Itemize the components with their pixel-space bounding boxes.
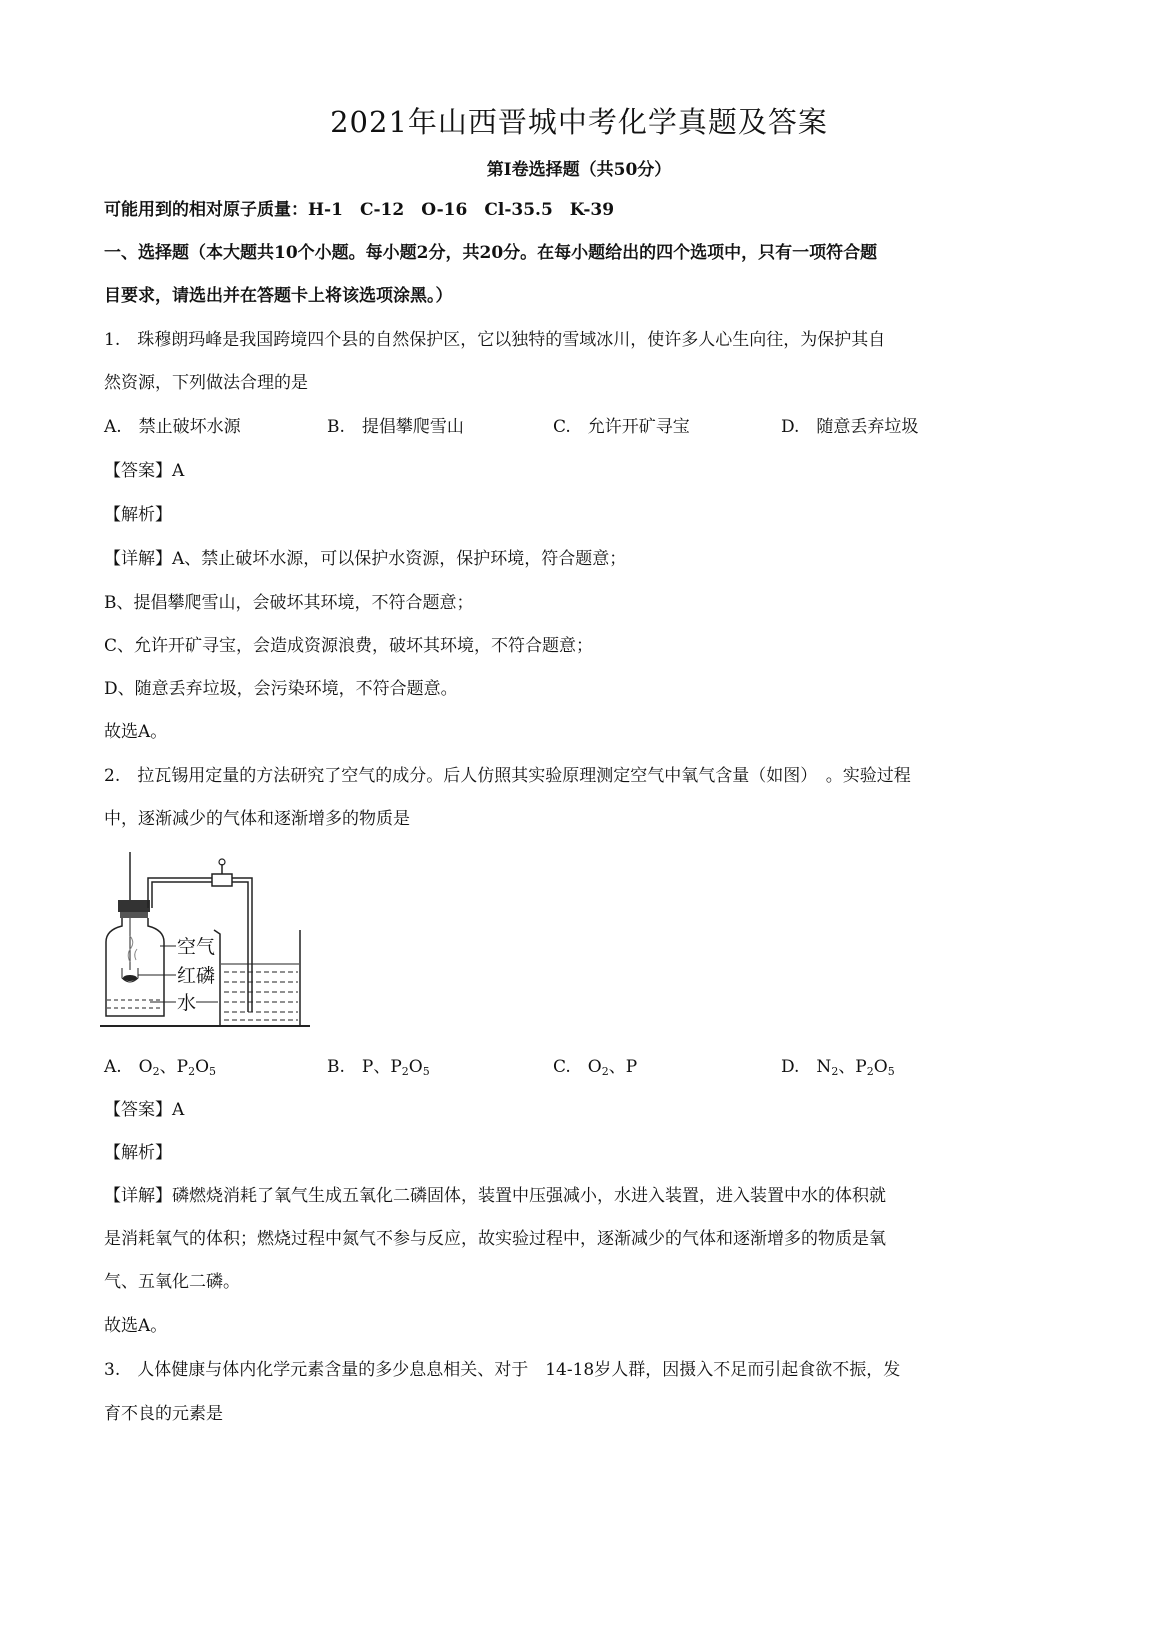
q2-answer: 【答案】A: [104, 1100, 185, 1120]
q3-stem-line1: 3. 人体健康与体内化学元素含量的多少息息相关、对于 14-18岁人群，因摄入不足而引起食欲不振，发: [104, 1360, 901, 1380]
q1-option-b: B. 提倡攀爬雪山: [327, 417, 464, 437]
q1-detail-line4: D、随意丢弃垃圾，会污染环境，不符合题意。: [104, 679, 458, 699]
label-air: 空气: [177, 936, 216, 958]
q2-stem-line1: 2. 拉瓦锡用定量的方法研究了空气的成分。后人仿照其实验原理测定空气中氧气含量（如图） 。实验过程: [104, 766, 911, 786]
q2-option-b: B. P、$P_2O_5$: [327, 1057, 430, 1078]
q2-detail-line2: 是消耗氧气的体积；燃烧过程中氮气不参与反应，故实验过程中，逐渐减少的气体和逐渐增多的物质是氧: [104, 1229, 886, 1249]
q2-detail-line1: 【详解】磷燃烧消耗了氧气生成五氧化二磷固体，装置中压强减小，水进入装置，进入装置中水的体积就: [104, 1186, 886, 1206]
atomic-masses: 可能用到的相对原子质量：H-1 C-12 O-16 Cl-35.5 K-39: [104, 200, 615, 220]
section-heading-line2: 目要求，请选出并在答题卡上将该选项涂黑。）: [104, 286, 453, 306]
q2-analysis: 【解析】: [104, 1143, 172, 1163]
q1-option-d: D. 随意丢弃垃圾: [781, 417, 919, 437]
q1-detail-line1: 【详解】A、禁止破坏水源，可以保护水资源，保护环境，符合题意；: [104, 549, 627, 569]
section-heading-line1: 一、选择题（本大题共10个小题。每小题2分，共20分。在每小题给出的四个选项中，只有一项符合题: [104, 243, 878, 263]
q2-option-d: D. $N_2$、$P_2O_5$: [781, 1057, 895, 1078]
q2-option-a: A. $O_2$、$P_2O_5$: [104, 1057, 217, 1078]
document-title: 2021年山西晋城中考化学真题及答案: [330, 105, 828, 139]
q2-option-c: C. $O_2$、P: [553, 1057, 638, 1078]
q1-detail-line3: C、允许开矿寻宝，会造成资源浪费，破坏其环境，不符合题意；: [104, 636, 594, 656]
q1-answer: 【答案】A: [104, 461, 185, 481]
q2-detail-line3: 气、五氧化二磷。: [104, 1272, 240, 1292]
q1-option-a: A. 禁止破坏水源: [104, 417, 241, 437]
label-water: 水: [177, 992, 197, 1014]
q1-detail-line2: B、提倡攀爬雪山，会破坏其环境，不符合题意；: [104, 593, 474, 613]
q1-option-c: C. 允许开矿寻宝: [553, 417, 690, 437]
q3-stem-line2: 育不良的元素是: [104, 1404, 223, 1424]
q1-stem-line2: 然资源，下列做法合理的是: [104, 373, 308, 393]
experiment-apparatus-figure: [100, 850, 312, 1030]
q2-choose: 故选A。: [104, 1316, 168, 1336]
q2-stem-line2: 中，逐渐减少的气体和逐渐增多的物质是: [104, 809, 410, 829]
q1-analysis: 【解析】: [104, 505, 172, 525]
q1-stem-line1: 1. 珠穆朗玛峰是我国跨境四个县的自然保护区，它以独特的雪域冰川，使许多人心生向往，为保护其自: [104, 330, 886, 350]
document-subtitle: 第Ⅰ卷选择题（共50分）: [486, 160, 672, 180]
label-red-phosphorus: 红磷: [177, 965, 216, 987]
q1-choose: 故选A。: [104, 722, 168, 742]
